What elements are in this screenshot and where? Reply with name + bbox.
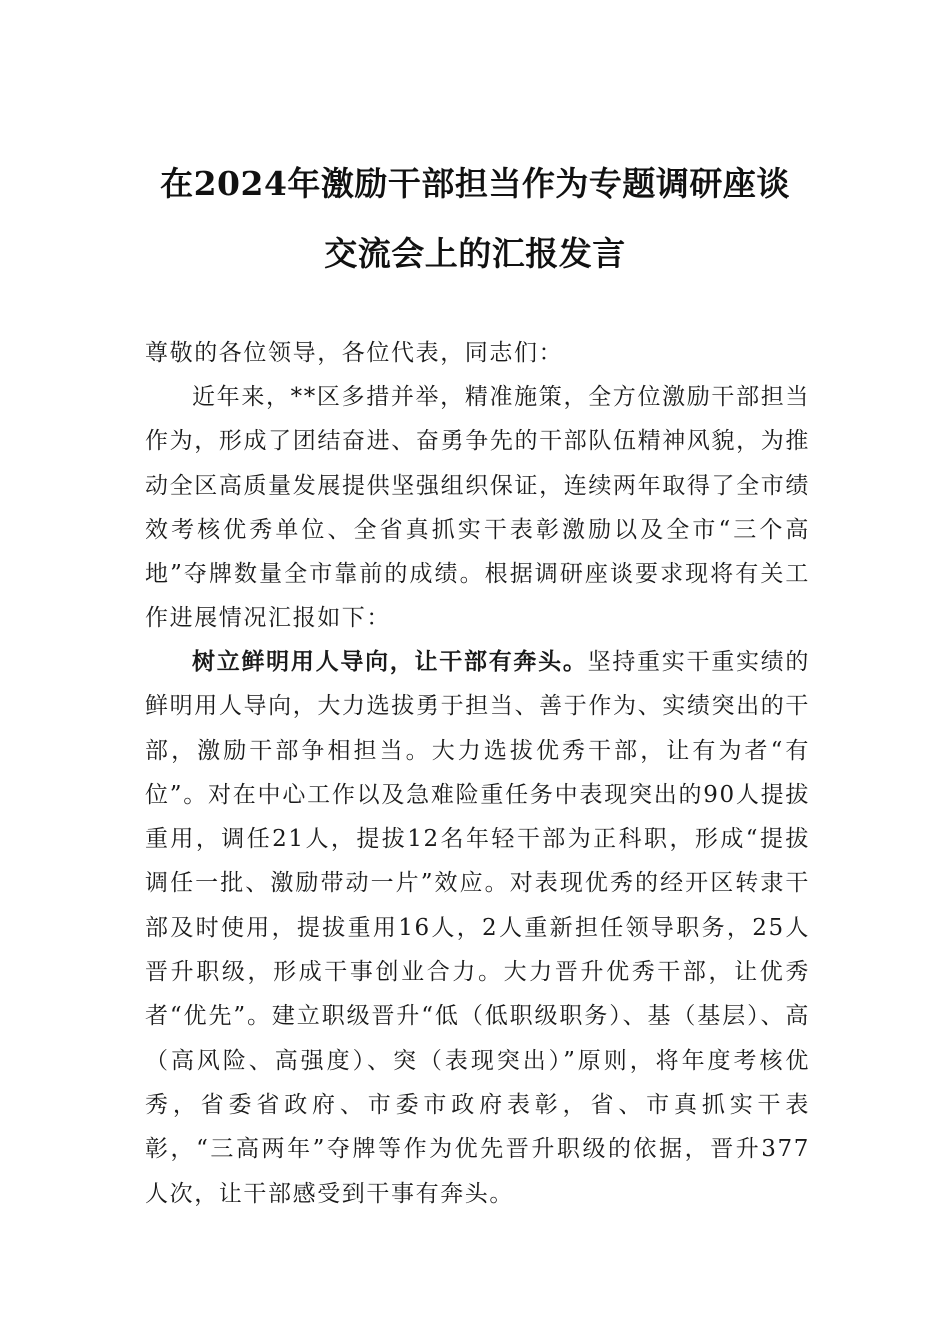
paragraph-intro: 近年来，**区多措并举，精准施策，全方位激励干部担当作为，形成了团结奋进、奋勇争先的干部队伍精神风貌，为推动全区高质量发展提供坚强组织保证，连续两年取得了全市绩效考核优秀单位、全省真抓实干表彰激励以及全市“三个高地”夺牌数量全市靠前的成绩。根据调研座谈要求现将有关工作进展情况汇报如下： <box>145 384 810 632</box>
document-title-line-1: 在2024年激励干部担当作为专题调研座谈 <box>160 164 790 203</box>
paragraph-body: 坚持重实干重实绩的鲜明用人导向，大力选拔勇于担当、善于作为、实绩突出的干部，激励干部争相担当。大力选拔优秀干部，让有为者“有位”。对在中心工作以及急难险重任务中表现突出的90人提拔重用，调任21人，提拔12名年轻干部为正科职，形成“提拔调任一批、激励带动一片”效应。对表现优秀的经开区转隶干部及时使用，提拔重用16人，2人重新担任领导职务，25人晋升职级，形成干事创业合力。大力晋升优秀干部，让优秀者“优先”。建立职级晋升“低（低职级职务）、基（基层）、高（高风险、高强度）、突（表现突出）”原则，将年度考核优秀，省委省政府、市委市政府表彰，省、市真抓实干表彰，“三高两年”夺牌等作为优先晋升职级的依据，晋升377人次，让干部感受到干事有奔头。 <box>145 649 810 1207</box>
paragraph-lead-heading: 树立鲜明用人导向，让干部有奔头。 <box>192 649 588 675</box>
paragraph-talent-guidance <box>145 640 810 1216</box>
document-title-line-2: 交流会上的汇报发言 <box>324 234 626 273</box>
greeting: 尊敬的各位领导，各位代表，同志们： <box>145 340 564 366</box>
